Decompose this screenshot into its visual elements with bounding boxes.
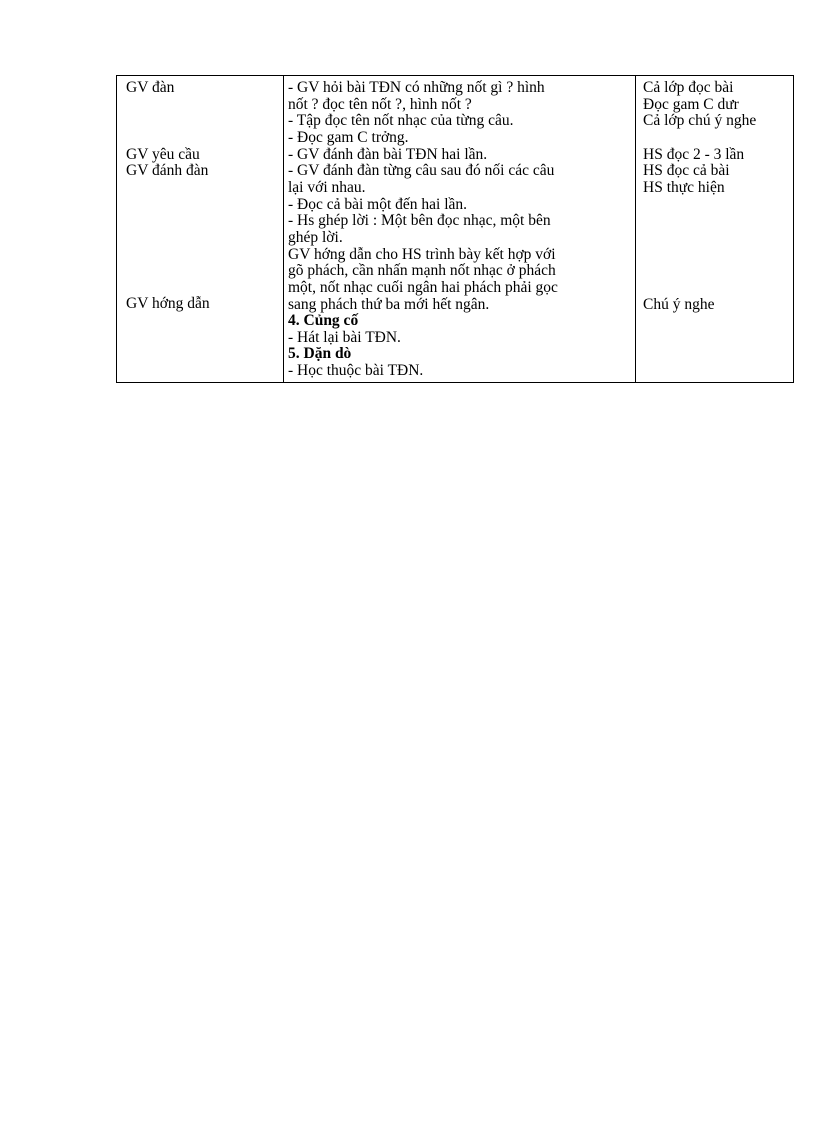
- student-action: Chú ý nghe: [643, 296, 715, 313]
- section-heading-cung-co: 4. Củng cố: [288, 312, 359, 329]
- content-line: ghép lời.: [288, 229, 343, 246]
- student-column: [635, 76, 793, 382]
- content-line: - Học thuộc bài TĐN.: [288, 362, 424, 379]
- content-line: - GV đánh đàn bài TĐN hai lần.: [288, 146, 488, 163]
- content-line: - Tập đọc tên nốt nhạc của từng câu.: [288, 112, 514, 129]
- content-line: - Đọc cả bài một đến hai lần.: [288, 196, 468, 213]
- content-line: một, nốt nhạc cuối ngân hai phách phải gọc: [288, 279, 558, 296]
- student-action: HS đọc 2 - 3 lần: [643, 146, 745, 163]
- content-line: - GV đánh đàn từng câu sau đó nối các câu: [288, 162, 555, 179]
- content-line: lại với nhau.: [288, 179, 366, 196]
- student-action: Cả lớp đọc bài: [643, 79, 734, 96]
- section-heading-dan-do: 5. Dặn dò: [288, 345, 352, 362]
- content-line: - Hs ghép lời : Một bên đọc nhạc, một bên: [288, 212, 551, 229]
- content-column: [283, 76, 636, 382]
- content-line: sang phách thứ ba mới hết ngân.: [288, 296, 490, 313]
- content-line: nốt ? đọc tên nốt ?, hình nốt ?: [288, 96, 472, 113]
- teacher-action-danh-dan: GV đánh đàn: [126, 162, 209, 179]
- content-line: - GV hỏi bài TĐN có những nốt gì ? hình: [288, 79, 545, 96]
- content-line: GV hớng dẫn cho HS trình bày kết hợp với: [288, 246, 556, 263]
- student-action: Đọc gam C dưr: [643, 96, 739, 113]
- teacher-column: [117, 76, 284, 382]
- teacher-action-huong-dan: GV hớng dẫn: [126, 295, 210, 312]
- teacher-action-dan: GV đàn: [126, 79, 175, 96]
- content-line: - Hát lại bài TĐN.: [288, 329, 401, 346]
- content-line: - Đọc gam C trởng.: [288, 129, 409, 146]
- content-line: gõ phách, cần nhấn mạnh nốt nhạc ở phách: [288, 262, 556, 279]
- student-action: HS thực hiện: [643, 179, 725, 196]
- teacher-action-yeu-cau: GV yêu cầu: [126, 146, 200, 163]
- student-action: HS đọc cả bài: [643, 162, 730, 179]
- lesson-table: [116, 75, 794, 383]
- student-action: Cả lớp chú ý nghe: [643, 112, 757, 129]
